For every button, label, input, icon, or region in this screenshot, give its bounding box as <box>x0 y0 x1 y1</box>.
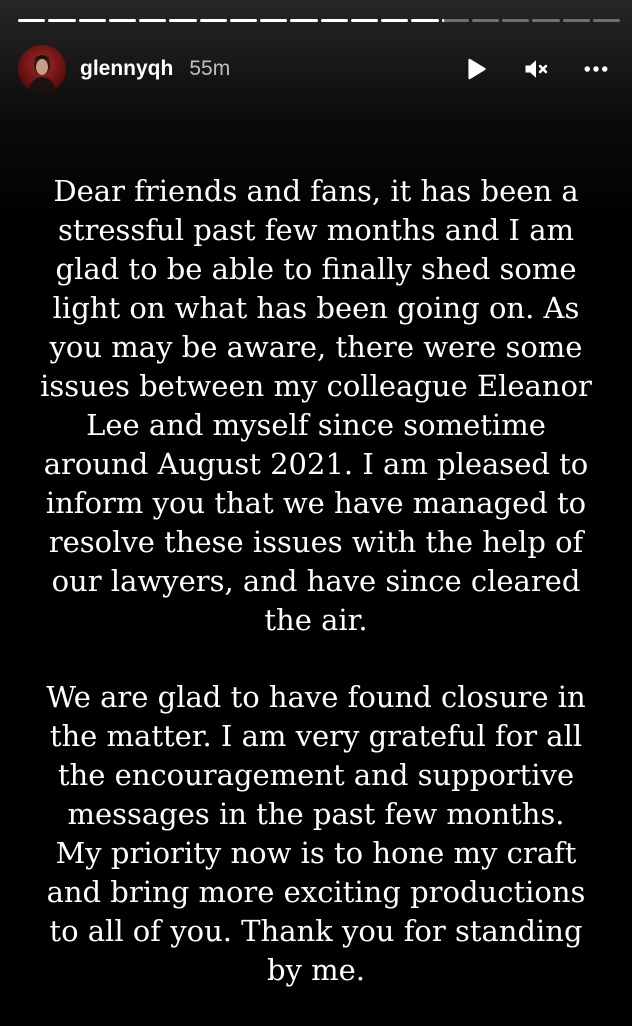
progress-segment <box>139 19 166 22</box>
play-button[interactable] <box>458 51 494 87</box>
progress-segment <box>18 19 45 22</box>
progress-segment <box>502 19 529 22</box>
story-header <box>18 44 614 94</box>
progress-segment <box>290 19 317 22</box>
progress-segment <box>169 19 196 22</box>
progress-segment-fill <box>290 19 317 22</box>
progress-segment-fill <box>109 19 136 22</box>
progress-segment <box>411 19 438 22</box>
progress-segment-fill <box>169 19 196 22</box>
progress-segment <box>200 19 227 22</box>
mute-button[interactable] <box>518 51 554 87</box>
message-paragraph: We are glad to have found closure in the matter. I am very grateful for all the encouragement and supportive messages in the past few months. My priority now is to hone my craft and bring more exciting productions to all of you. Thank you for standing by me. <box>46 680 586 987</box>
progress-segment-fill <box>411 19 438 22</box>
progress-segment-fill <box>230 19 257 22</box>
progress-segment <box>79 19 106 22</box>
story-timestamp: 55m <box>189 57 231 80</box>
progress-segment <box>351 19 378 22</box>
story-message <box>40 172 592 990</box>
progress-segment-fill <box>321 19 348 22</box>
progress-segment-fill <box>260 19 287 22</box>
progress-segment <box>442 19 469 22</box>
story-controls <box>458 49 614 89</box>
progress-segment <box>563 19 590 22</box>
progress-segment-fill <box>351 19 378 22</box>
profile-photo-icon <box>18 45 66 93</box>
progress-segment <box>109 19 136 22</box>
story-username[interactable]: glennyqh <box>80 57 174 80</box>
progress-segment-fill <box>79 19 106 22</box>
progress-segment <box>230 19 257 22</box>
progress-segment <box>260 19 287 22</box>
progress-segment-fill <box>18 19 45 22</box>
progress-segment-fill <box>442 19 445 22</box>
progress-segment-fill <box>48 19 75 22</box>
progress-segment <box>48 19 75 22</box>
speaker-muted-icon <box>522 55 550 83</box>
progress-segment <box>472 19 499 22</box>
progress-segment <box>593 19 620 22</box>
progress-segment <box>381 19 408 22</box>
progress-segment-fill <box>200 19 227 22</box>
story-progress-bar <box>18 19 620 22</box>
more-options-icon <box>581 54 611 84</box>
progress-segment-fill <box>381 19 408 22</box>
avatar[interactable] <box>18 45 66 93</box>
progress-segment <box>321 19 348 22</box>
play-icon <box>463 56 489 82</box>
more-options-button[interactable] <box>578 51 614 87</box>
message-paragraph: Dear friends and fans, it has been a stressful past few months and I am glad to be able to finally shed some light on what has been going on. As you may be aware, there were some issues between my colleague Eleanor Lee and myself since sometime around August 2021. I am pleased to inform you that we have managed to resolve these issues with the help of our lawyers, and have since cleared the air. <box>40 174 592 637</box>
progress-segment <box>532 19 559 22</box>
progress-segment-fill <box>139 19 166 22</box>
